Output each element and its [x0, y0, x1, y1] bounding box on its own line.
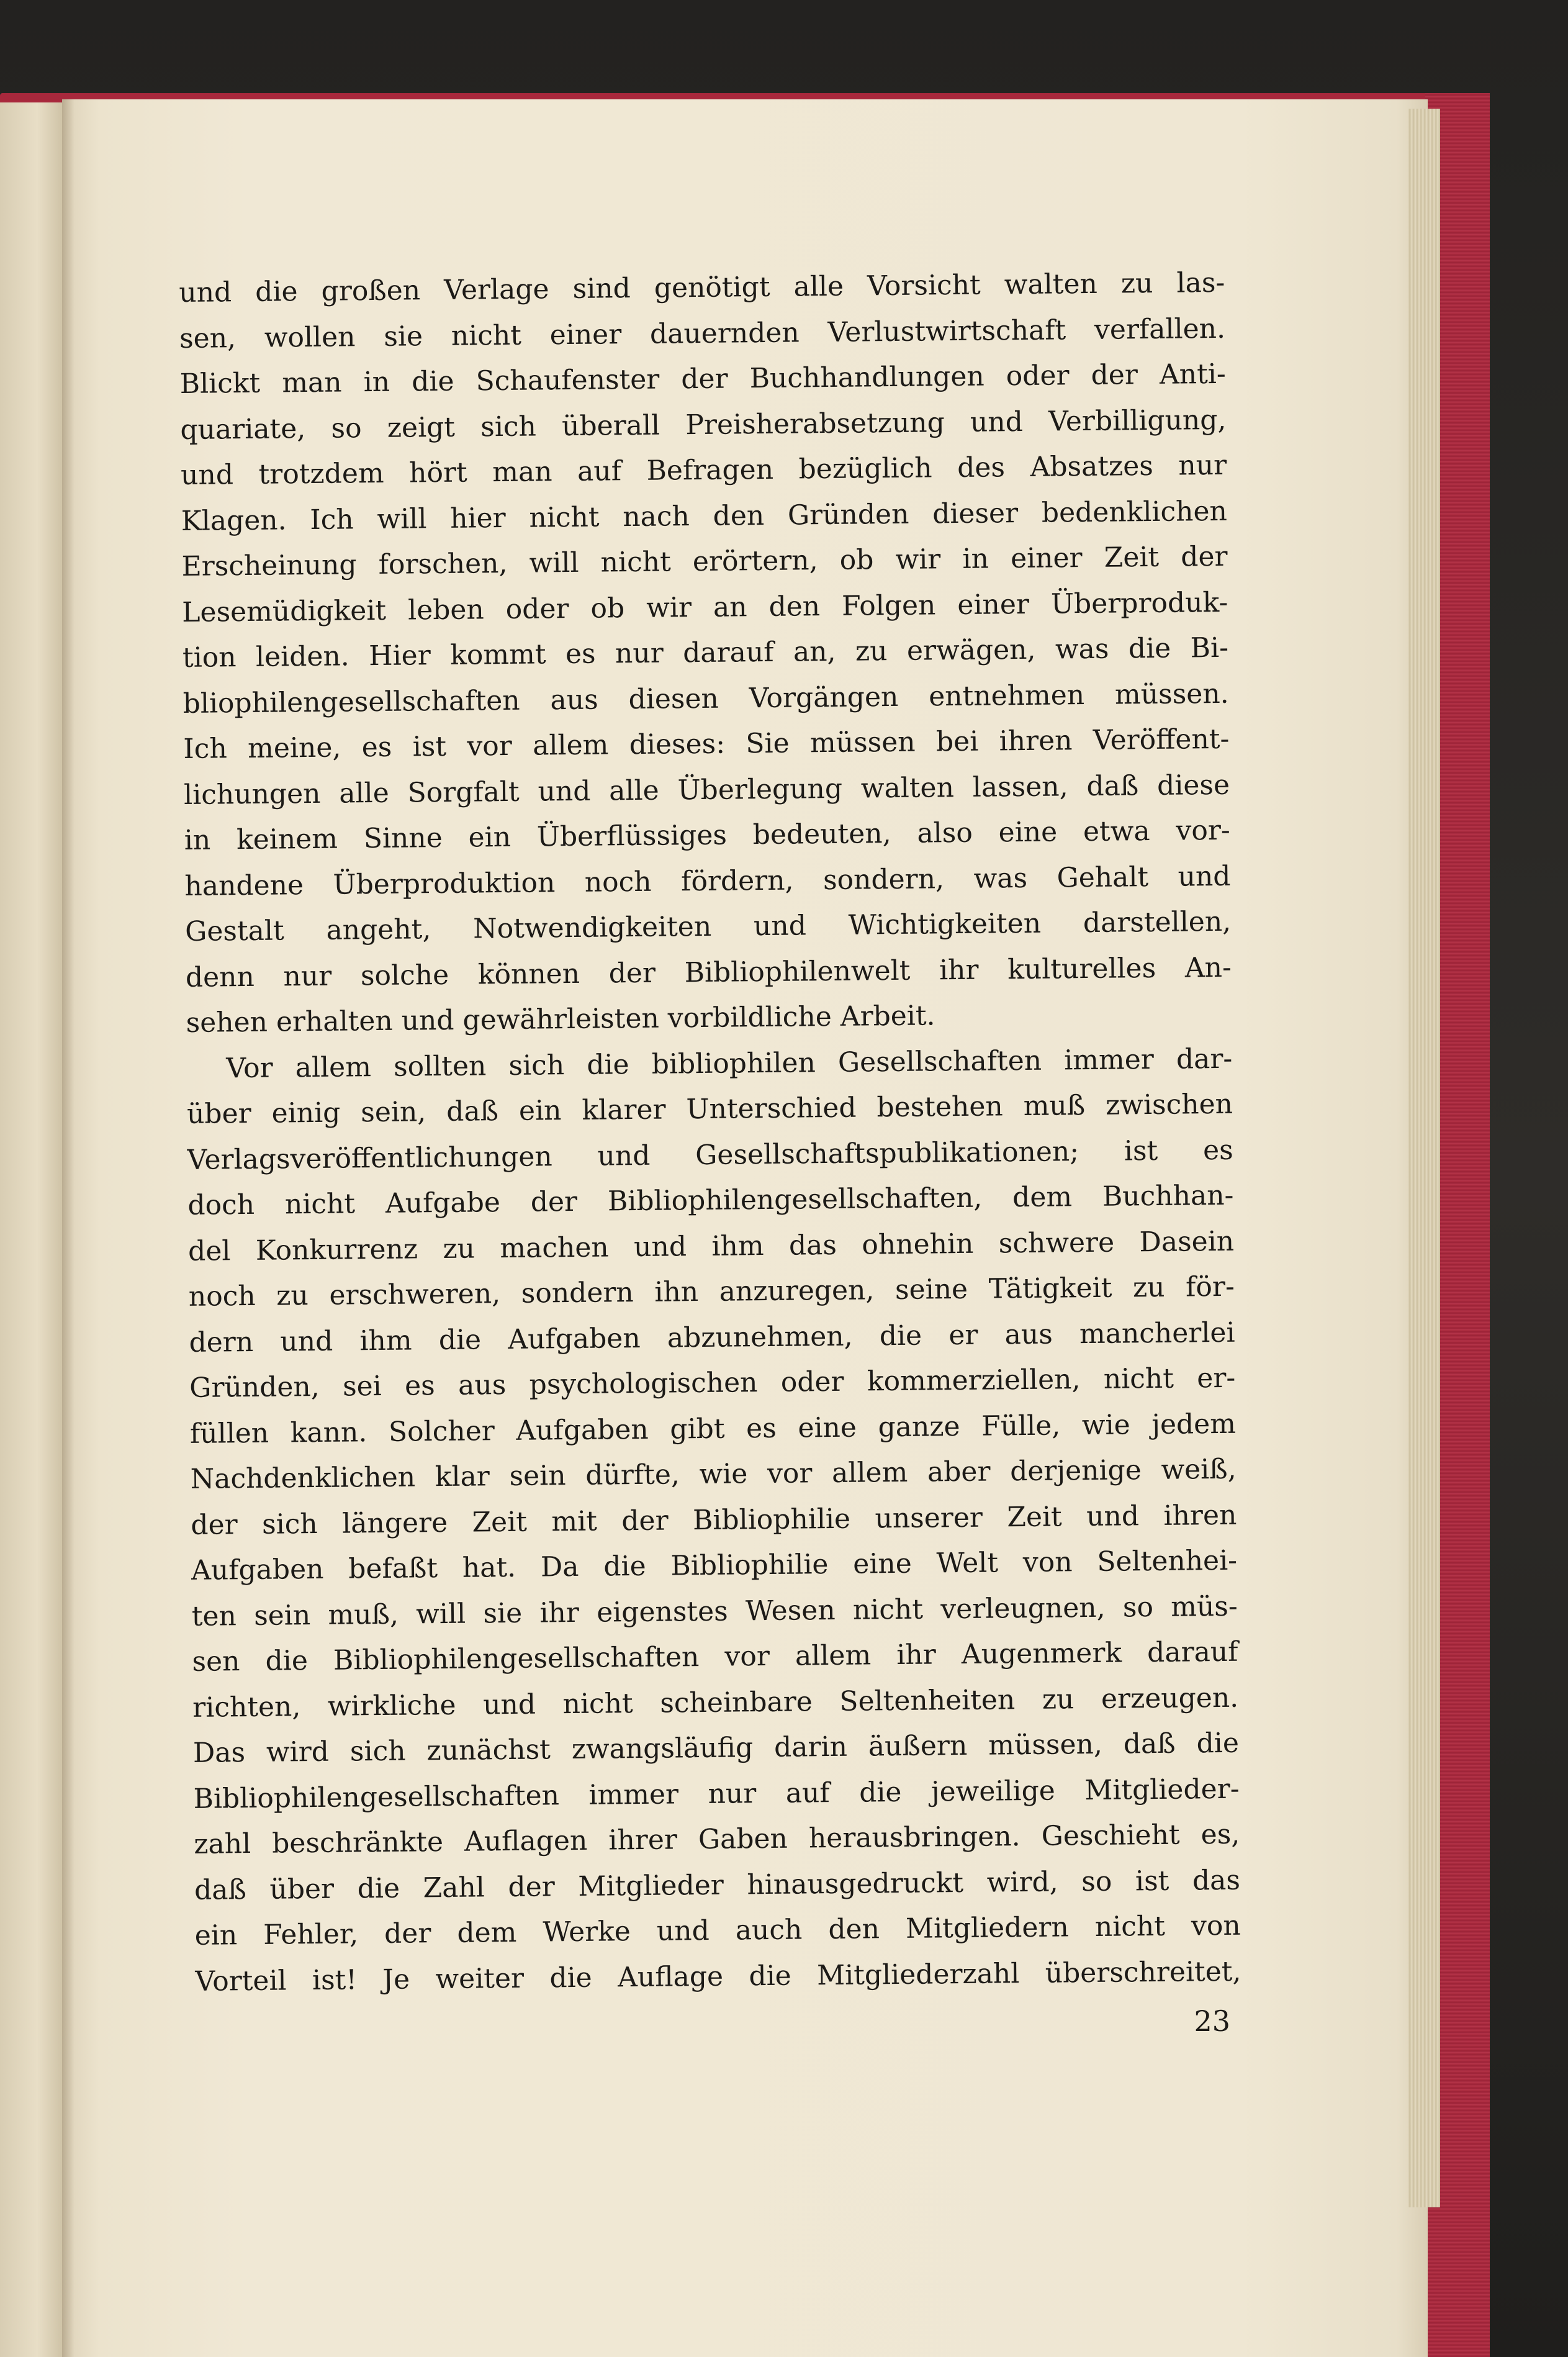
text-line: Gestalt angeht, Notwendigkeiten und Wichtigkeiten darstellen, [184, 905, 1232, 948]
text-line: ein Fehler, der dem Werke und auch den Mitgliedern nicht von [194, 1909, 1241, 1952]
page-stack-edge [1408, 109, 1440, 2207]
text-line: Gründen, sei es aus psychologischen oder kommerziellen, nicht er- [189, 1362, 1236, 1404]
text-line: zahl beschränkte Auflagen ihrer Gaben herausbringen. Geschieht es, [194, 1818, 1240, 1860]
text-line: dern und ihm die Aufgaben abzunehmen, die er aus mancherlei [189, 1316, 1235, 1359]
text-line: doch nicht Aufgabe der Bibliophilengesellschaften, dem Buchhan- [187, 1179, 1234, 1221]
text-line: Blickt man in die Schaufenster der Buchhandlungen oder der Anti- [179, 358, 1226, 400]
text-line: daß über die Zahl der Mitglieder hinausgedruckt wird, so ist das [194, 1864, 1241, 1906]
text-line: quariate, so zeigt sich überall Preisherabsetzung und Verbilligung, [180, 404, 1227, 446]
text-line: handene Überproduktion noch fördern, sondern, was Gehalt und [184, 860, 1231, 902]
gutter-shadow [62, 99, 74, 2357]
text-line: lichungen alle Sorgfalt und alle Überlegung walten lassen, daß diese [183, 769, 1230, 811]
text-line: bliophilengesellschaften aus diesen Vorgängen entnehmen müssen. [182, 677, 1229, 720]
body-text [179, 260, 1241, 2004]
text-line: sen, wollen sie nicht einer dauernden Verlustwirtschaft verfallen. [179, 312, 1226, 355]
facing-page-edge [0, 102, 62, 2357]
text-line: Aufgaben befaßt hat. Da die Bibliophilie eine Welt von Seltenhei- [191, 1544, 1238, 1586]
text-line: in keinem Sinne ein Überflüssiges bedeuten, also eine etwa vor- [184, 814, 1230, 856]
text-line: Das wird sich zunächst zwangsläufig darin äußern müssen, daß die [192, 1727, 1240, 1769]
text-line: Vorteil ist! Je weiter die Auflage die Mitgliederzahl überschreitet, [195, 1955, 1241, 1997]
text-line-paragraph-end: sehen erhalten und gewährleisten vorbildliche Arbeit. [186, 1000, 935, 1039]
text-line: Erscheinung forschen, will nicht erörtern, ob wir in einer Zeit der [181, 540, 1228, 582]
page-number: 23 [1194, 2004, 1230, 2038]
text-line: sen die Bibliophilengesellschaften vor allem ihr Augenmerk darauf [192, 1635, 1238, 1678]
text-line: über einig sein, daß ein klarer Unterschied bestehen muß zwischen [186, 1088, 1233, 1130]
text-line: und die großen Verlage sind genötigt alle Vorsicht walten zu las- [179, 266, 1225, 309]
text-line: Ich meine, es ist vor allem dieses: Sie müssen bei ihren Veröffent- [183, 723, 1230, 765]
text-line: denn nur solche können der Bibliophilenwelt ihr kulturelles An- [185, 951, 1232, 993]
text-line: Verlagsveröffentlichungen und Gesellschaftspublikationen; ist es [187, 1134, 1233, 1176]
text-line: Klagen. Ich will hier nicht nach den Gründen dieser bedenklichen [181, 495, 1228, 537]
text-line: ten sein muß, will sie ihr eigenstes Wesen nicht verleugnen, so müs- [191, 1590, 1238, 1632]
text-line: Lesemüdigkeit leben oder ob wir an den Folgen einer Überproduk- [182, 586, 1228, 628]
text-line: Nachdenklichen klar sein dürfte, wie vor allem aber derjenige weiß, [190, 1453, 1237, 1495]
text-line-paragraph-start: Vor allem sollten sich die bibliophilen Gesellschaften immer dar- [226, 1043, 1233, 1084]
text-line: noch zu erschweren, sondern ihn anzuregen, seine Tätigkeit zu för- [188, 1270, 1235, 1313]
text-line: Bibliophilengesellschaften immer nur auf die jeweilige Mitglieder- [193, 1773, 1240, 1815]
text-line: und trotzdem hört man auf Befragen bezüglich des Absatzes nur [180, 449, 1227, 491]
text-line: tion leiden. Hier kommt es nur darauf an, zu erwägen, was die Bi- [182, 631, 1229, 674]
text-line: füllen kann. Solcher Aufgaben gibt es eine ganze Fülle, wie jedem [189, 1408, 1237, 1450]
text-line: del Konkurrenz zu machen und ihm das ohnehin schwere Dasein [187, 1225, 1235, 1267]
text-line: der sich längere Zeit mit der Bibliophilie unserer Zeit und ihren [191, 1499, 1237, 1541]
text-line: richten, wirkliche und nicht scheinbare Seltenheiten zu erzeugen. [192, 1681, 1239, 1724]
